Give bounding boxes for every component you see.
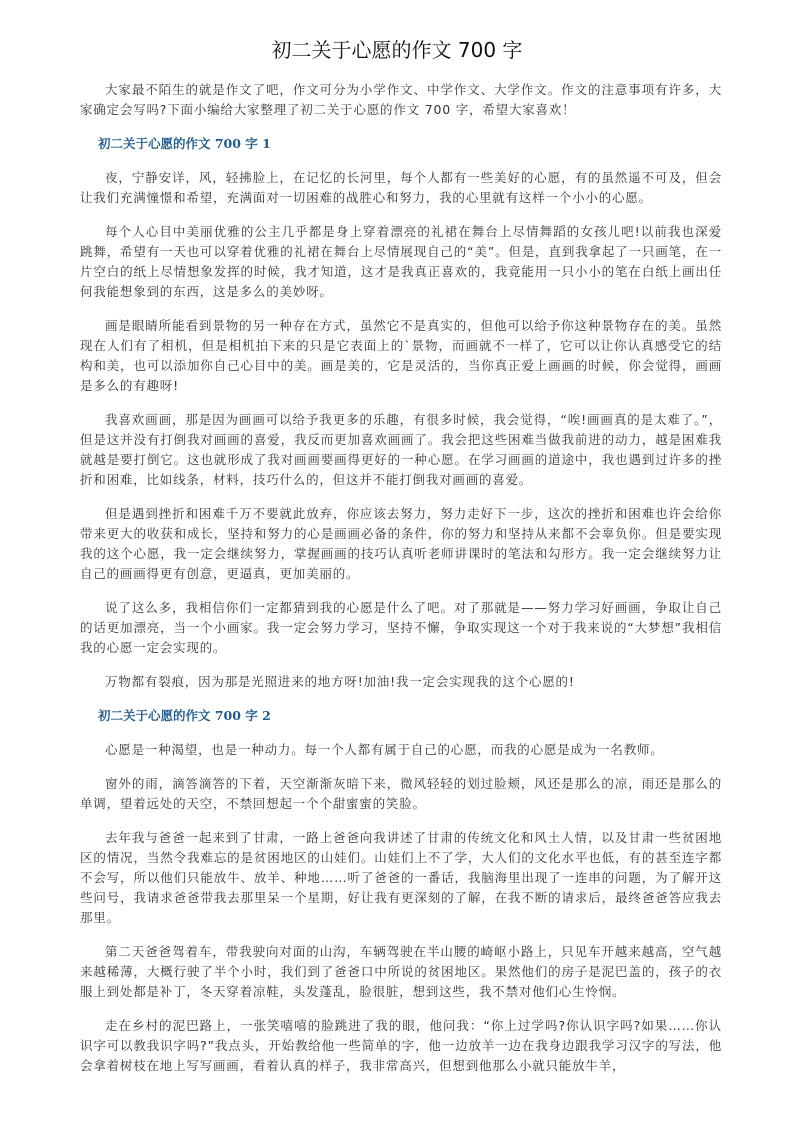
paragraph: 说了这么多，我相信你们一定都猜到我的心愿是什么了吧。对了那就是——努力学习好画画，争取让自己的话更加漂亮，当一个小画家。我一定会努力学习，坚持不懈，争取实现这一个对于我来说的“大梦想”我相信我的心愿一定会实现的。	[80, 600, 722, 655]
paragraph: 第二天爸爸驾着车，带我驶向对面的山沟，车辆驾驶在半山腰的崎岖小路上，只见车开越来越高，空气越来越稀薄，大概行驶了半个小时，我们到了爸爸口中所说的贫困地区。果然他们的房子是泥巴盖的，孩子的衣服上到处都是补丁，冬天穿着凉鞋，头发蓬乱，脸很脏，想到这些，我不禁对他们心生怜悯。	[80, 944, 722, 999]
intro-paragraph: 大家最不陌生的就是作文了吧，作文可分为小学作文、中学作文、大学作文。作文的注意事项有许多，大家确定会写吗?下面小编给大家整理了初二关于心愿的作文 700 字，希望大家喜欢！	[80, 82, 722, 117]
paragraph: 但是遇到挫折和困难千万不要就此放弃，你应该去努力，努力走好下一步，这次的挫折和困难也许会给你带来更大的收获和成长，坚持和努力的心是画画必备的条件，你的努力和坚持从来都不会辜负你。但是要实现我的这个心愿，我一定会继续努力，掌握画画的技巧认真听老师讲课时的笔法和勾形方。我一定会继续努力让自己的画画得更有创意，更逼真，更加美丽的。	[80, 506, 722, 581]
paragraph: 心愿是一种渴望，也是一种动力。每一个人都有属于自己的心愿，而我的心愿是成为一名教师。	[105, 742, 664, 757]
paragraph: 窗外的雨，滴答滴答的下着，天空渐渐灰暗下来，微风轻轻的划过脸颊，风还是那么的凉，雨还是那么的单调，望着远处的天空，不禁回想起一个个甜蜜蜜的笑脸。	[80, 776, 722, 811]
section-heading: 初二关于心愿的作文 700 字 2	[98, 708, 271, 723]
paragraph: 画是眼睛所能看到景物的另一种存在方式，虽然它不是真实的，但他可以给予你这种景物存在的美。虽然现在人们有了相机，但是相机拍下来的只是它表面上的`景物，而画就不一样了，它可以让你认真感受它的结构和美，也可以添加你自己心目中的美。画是美的，它是灵活的，当你真正爱上画画的时候，你会觉得，画画是多么的有趣呀!	[80, 318, 722, 393]
paragraph: 我喜欢画画，那是因为画画可以给予我更多的乐趣，有很多时候，我会觉得，“唉!画画真的是太难了。”，但是这并没有打倒我对画画的喜爱，我反而更加喜欢画画了。我会把这些困难当做我前进的动力，越是困难我就越是要打倒它。这也就形成了我对画画要画得更好的一种心愿。在学习画画的道途中，我也遇到过许多的挫折和困难，比如线条，材料，技巧什么的，但这并不能打倒我对画画的喜爱。	[80, 412, 722, 487]
document-title: 初二关于心愿的作文 700 字	[271, 38, 523, 62]
paragraph: 夜，宁静安详，风，轻拂脸上，在记忆的长河里，每个人都有一些美好的心愿，有的虽然遥不可及，但会让我们充满憧憬和希望，充满面对一切困难的战胜心和努力，我的心里就有这样一个小小的心愿。	[80, 170, 722, 205]
paragraph: 走在乡村的泥巴路上，一张笑嘻嘻的脸跳进了我的眼，他问我：“你上过学吗?你认识字吗?如果……你认识字可以教我识字吗?”我点头，开始教给他一些简单的字，他一边放羊一边在我身边跟我学习汉字的写法，他会拿着树枝在地上写写画画，看着认真的样子，我非常高兴，但想到他那么小就只能放牛羊，	[80, 1018, 722, 1073]
document-body	[80, 80, 722, 1090]
paragraph: 万物都有裂痕，因为那是光照进来的地方呀!加油!我一定会实现我的这个心愿的!	[105, 674, 575, 689]
paragraph: 每个人心目中美丽优雅的公主几乎都是身上穿着漂亮的礼裙在舞台上尽情舞蹈的女孩儿吧!以前我也深爱跳舞，希望有一天也可以穿着优雅的礼裙在舞台上尽情展现自己的“美”。但是，直到我拿起了一只画笔，在一片空白的纸上尽情想象发挥的时候，我才知道，这才是我真正喜欢的，我竟能用一只小小的笔在白纸上画出任何我能想象到的东西，这是多么的美妙呀。	[80, 224, 722, 299]
section-heading: 初二关于心愿的作文 700 字 1	[98, 136, 271, 151]
paragraph: 去年我与爸爸一起来到了甘肃，一路上爸爸向我讲述了甘肃的传统文化和风土人情，以及甘肃一些贫困地区的情况，当然令我难忘的是贫困地区的山娃们。山娃们上不了学，大人们的文化水平也低，有的甚至连字都不会写，所以他们只能放牛、放羊、种地……听了爸爸的一番话，我脑海里出现了一连串的问题，为了解开这些问号，我请求爸爸带我去那里呆一个星期，好让我有更深刻的了解，在我不断的请求后，最终爸爸答应我去那里。	[80, 830, 722, 925]
